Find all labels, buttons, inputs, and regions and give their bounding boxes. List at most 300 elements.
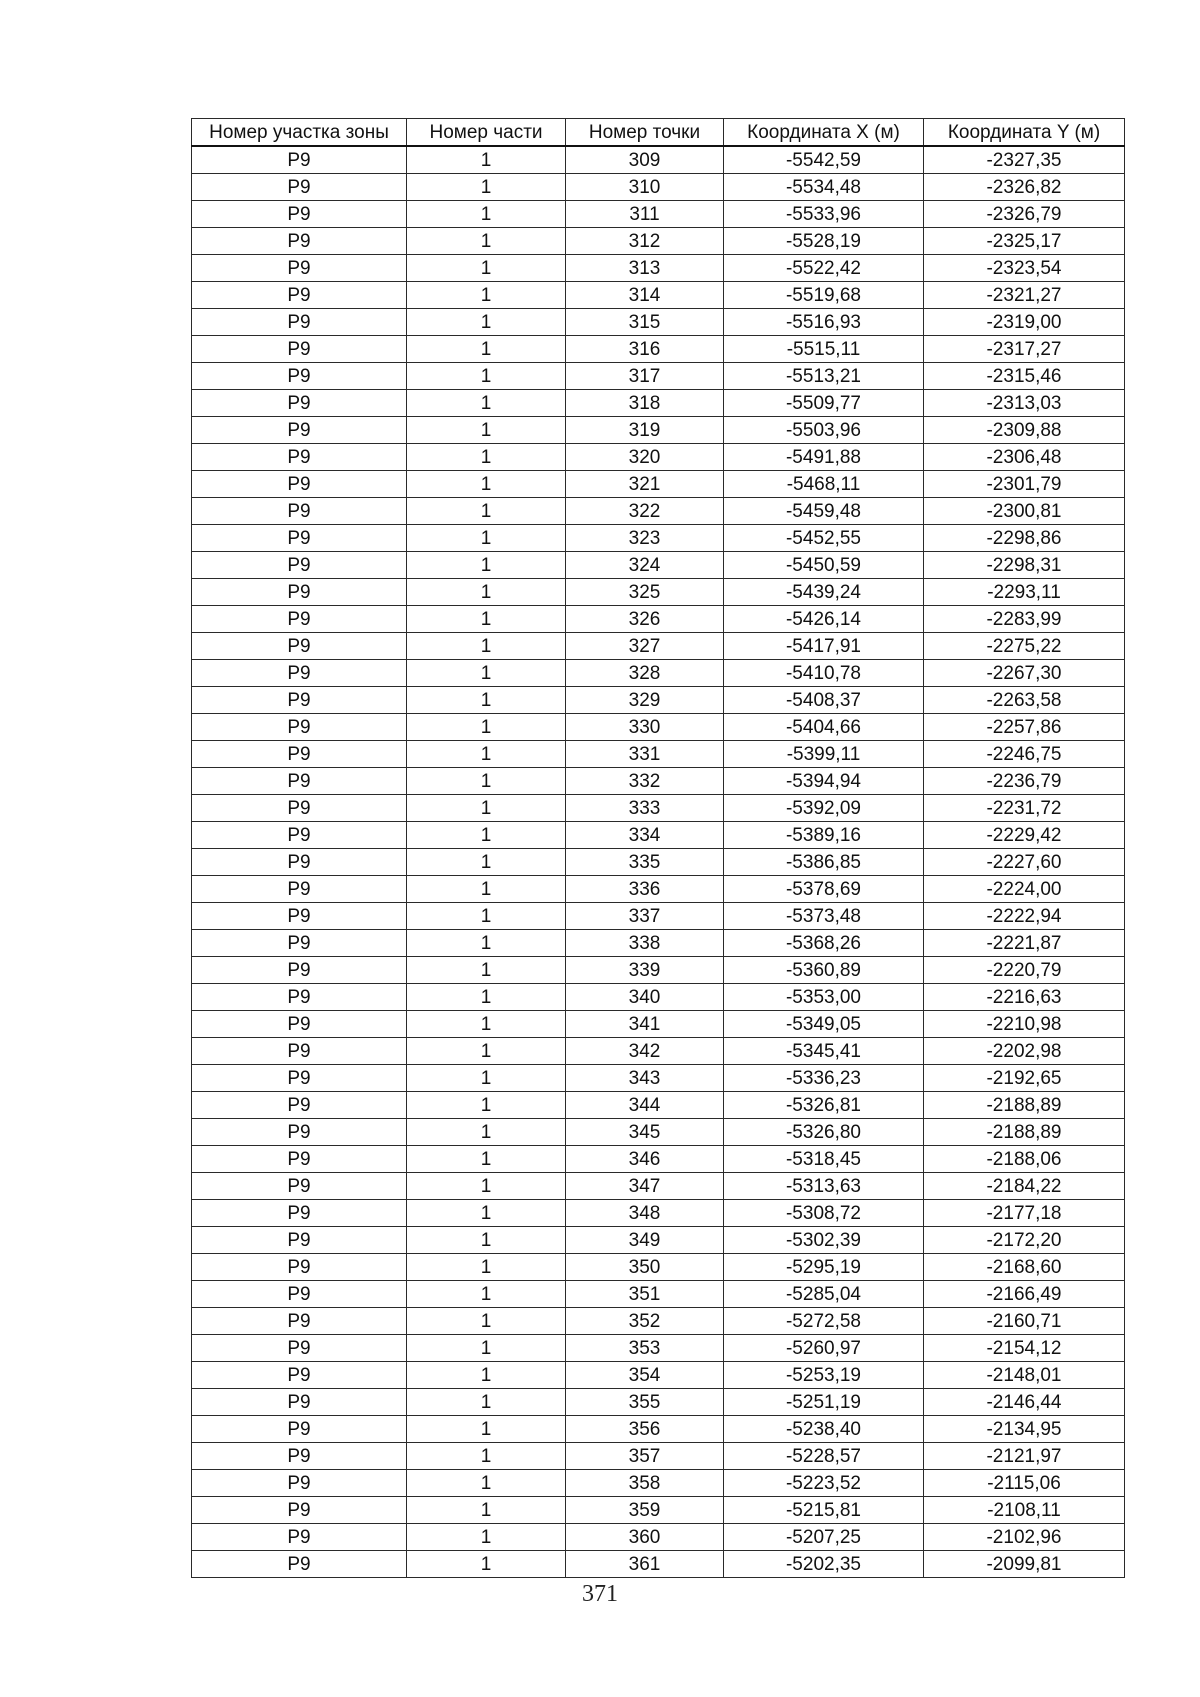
- cell-point-number: 360: [566, 1524, 724, 1551]
- cell-part-number: 1: [407, 984, 566, 1011]
- cell-coordinate-x: -5368,26: [724, 930, 924, 957]
- cell-point-number: 324: [566, 552, 724, 579]
- cell-zone-section: Р9: [192, 498, 407, 525]
- cell-coordinate-x: -5516,93: [724, 309, 924, 336]
- table-row: [192, 1173, 1125, 1200]
- cell-point-number: 346: [566, 1146, 724, 1173]
- cell-part-number: 1: [407, 1254, 566, 1281]
- cell-part-number: 1: [407, 1389, 566, 1416]
- cell-coordinate-y: -2257,86: [924, 714, 1125, 741]
- cell-coordinate-x: -5251,19: [724, 1389, 924, 1416]
- cell-zone-section: Р9: [192, 255, 407, 282]
- cell-coordinate-y: -2236,79: [924, 768, 1125, 795]
- table-row: [192, 903, 1125, 930]
- cell-point-number: 338: [566, 930, 724, 957]
- cell-zone-section: Р9: [192, 1011, 407, 1038]
- cell-coordinate-x: -5313,63: [724, 1173, 924, 1200]
- cell-point-number: 356: [566, 1416, 724, 1443]
- cell-point-number: 343: [566, 1065, 724, 1092]
- cell-coordinate-y: -2099,81: [924, 1551, 1125, 1578]
- table-row: [192, 255, 1125, 282]
- cell-zone-section: Р9: [192, 1362, 407, 1389]
- cell-part-number: 1: [407, 633, 566, 660]
- cell-coordinate-y: -2309,88: [924, 417, 1125, 444]
- cell-coordinate-y: -2317,27: [924, 336, 1125, 363]
- cell-part-number: 1: [407, 201, 566, 228]
- cell-coordinate-y: -2326,79: [924, 201, 1125, 228]
- cell-part-number: 1: [407, 849, 566, 876]
- cell-coordinate-y: -2188,89: [924, 1092, 1125, 1119]
- cell-coordinate-y: -2166,49: [924, 1281, 1125, 1308]
- cell-coordinate-x: -5353,00: [724, 984, 924, 1011]
- cell-coordinate-x: -5215,81: [724, 1497, 924, 1524]
- cell-coordinate-y: -2298,86: [924, 525, 1125, 552]
- cell-coordinate-x: -5228,57: [724, 1443, 924, 1470]
- cell-point-number: 313: [566, 255, 724, 282]
- cell-coordinate-y: -2134,95: [924, 1416, 1125, 1443]
- table-row: [192, 390, 1125, 417]
- cell-part-number: 1: [407, 471, 566, 498]
- cell-part-number: 1: [407, 1173, 566, 1200]
- table-row: [192, 525, 1125, 552]
- cell-coordinate-x: -5426,14: [724, 606, 924, 633]
- cell-point-number: 353: [566, 1335, 724, 1362]
- cell-coordinate-x: -5326,81: [724, 1092, 924, 1119]
- cell-zone-section: Р9: [192, 1335, 407, 1362]
- cell-zone-section: Р9: [192, 930, 407, 957]
- cell-point-number: 318: [566, 390, 724, 417]
- cell-zone-section: Р9: [192, 1416, 407, 1443]
- cell-zone-section: Р9: [192, 146, 407, 174]
- cell-zone-section: Р9: [192, 903, 407, 930]
- cell-coordinate-x: -5389,16: [724, 822, 924, 849]
- cell-zone-section: Р9: [192, 795, 407, 822]
- cell-part-number: 1: [407, 1524, 566, 1551]
- table-row: [192, 1011, 1125, 1038]
- cell-point-number: 359: [566, 1497, 724, 1524]
- cell-coordinate-y: -2202,98: [924, 1038, 1125, 1065]
- table-row: [192, 1092, 1125, 1119]
- header-row: [192, 119, 1125, 147]
- cell-coordinate-x: -5509,77: [724, 390, 924, 417]
- page-number: 371: [582, 1581, 618, 1607]
- cell-point-number: 347: [566, 1173, 724, 1200]
- cell-coordinate-x: -5386,85: [724, 849, 924, 876]
- cell-coordinate-x: -5417,91: [724, 633, 924, 660]
- cell-coordinate-x: -5513,21: [724, 363, 924, 390]
- cell-coordinate-x: -5308,72: [724, 1200, 924, 1227]
- cell-coordinate-x: -5326,80: [724, 1119, 924, 1146]
- cell-coordinate-x: -5452,55: [724, 525, 924, 552]
- table-row: [192, 1443, 1125, 1470]
- cell-zone-section: Р9: [192, 525, 407, 552]
- cell-zone-section: Р9: [192, 984, 407, 1011]
- table-row: [192, 1335, 1125, 1362]
- table-row: [192, 1308, 1125, 1335]
- cell-coordinate-y: -2323,54: [924, 255, 1125, 282]
- cell-coordinate-x: -5528,19: [724, 228, 924, 255]
- cell-zone-section: Р9: [192, 390, 407, 417]
- cell-part-number: 1: [407, 714, 566, 741]
- cell-point-number: 349: [566, 1227, 724, 1254]
- cell-coordinate-y: -2177,18: [924, 1200, 1125, 1227]
- cell-coordinate-y: -2315,46: [924, 363, 1125, 390]
- table-row: [192, 876, 1125, 903]
- cell-zone-section: Р9: [192, 1038, 407, 1065]
- cell-coordinate-y: -2121,97: [924, 1443, 1125, 1470]
- cell-zone-section: Р9: [192, 1227, 407, 1254]
- cell-point-number: 323: [566, 525, 724, 552]
- cell-point-number: 326: [566, 606, 724, 633]
- cell-zone-section: Р9: [192, 660, 407, 687]
- cell-part-number: 1: [407, 1146, 566, 1173]
- cell-zone-section: Р9: [192, 768, 407, 795]
- cell-coordinate-x: -5534,48: [724, 174, 924, 201]
- cell-point-number: 333: [566, 795, 724, 822]
- cell-point-number: 311: [566, 201, 724, 228]
- table-row: [192, 444, 1125, 471]
- cell-coordinate-x: -5202,35: [724, 1551, 924, 1578]
- cell-coordinate-x: -5318,45: [724, 1146, 924, 1173]
- cell-coordinate-x: -5394,94: [724, 768, 924, 795]
- cell-coordinate-y: -2326,82: [924, 174, 1125, 201]
- cell-point-number: 361: [566, 1551, 724, 1578]
- cell-part-number: 1: [407, 1065, 566, 1092]
- table-row: [192, 228, 1125, 255]
- cell-point-number: 342: [566, 1038, 724, 1065]
- cell-coordinate-x: -5285,04: [724, 1281, 924, 1308]
- cell-part-number: 1: [407, 579, 566, 606]
- table-row: [192, 795, 1125, 822]
- cell-point-number: 357: [566, 1443, 724, 1470]
- cell-coordinate-y: -2210,98: [924, 1011, 1125, 1038]
- cell-zone-section: Р9: [192, 1308, 407, 1335]
- cell-coordinate-y: -2188,89: [924, 1119, 1125, 1146]
- table-row: [192, 768, 1125, 795]
- table-row: [192, 1227, 1125, 1254]
- cell-coordinate-x: -5533,96: [724, 201, 924, 228]
- cell-part-number: 1: [407, 1038, 566, 1065]
- cell-coordinate-y: -2283,99: [924, 606, 1125, 633]
- cell-part-number: 1: [407, 1362, 566, 1389]
- cell-coordinate-y: -2263,58: [924, 687, 1125, 714]
- cell-part-number: 1: [407, 498, 566, 525]
- cell-coordinate-y: -2184,22: [924, 1173, 1125, 1200]
- cell-point-number: 345: [566, 1119, 724, 1146]
- table-row: [192, 174, 1125, 201]
- table-row: [192, 146, 1125, 174]
- cell-point-number: 327: [566, 633, 724, 660]
- cell-zone-section: Р9: [192, 1173, 407, 1200]
- cell-part-number: 1: [407, 876, 566, 903]
- table-body: [192, 146, 1125, 1578]
- cell-coordinate-x: -5399,11: [724, 741, 924, 768]
- cell-coordinate-x: -5410,78: [724, 660, 924, 687]
- cell-part-number: 1: [407, 741, 566, 768]
- cell-part-number: 1: [407, 282, 566, 309]
- cell-part-number: 1: [407, 417, 566, 444]
- header-coordinate-y: Координата Y (м): [924, 119, 1125, 147]
- cell-coordinate-x: -5207,25: [724, 1524, 924, 1551]
- cell-part-number: 1: [407, 174, 566, 201]
- cell-part-number: 1: [407, 1551, 566, 1578]
- table-row: [192, 930, 1125, 957]
- cell-zone-section: Р9: [192, 336, 407, 363]
- cell-part-number: 1: [407, 1308, 566, 1335]
- cell-coordinate-y: -2172,20: [924, 1227, 1125, 1254]
- cell-part-number: 1: [407, 1470, 566, 1497]
- cell-point-number: 316: [566, 336, 724, 363]
- cell-zone-section: Р9: [192, 444, 407, 471]
- cell-zone-section: Р9: [192, 201, 407, 228]
- table-row: [192, 984, 1125, 1011]
- cell-part-number: 1: [407, 822, 566, 849]
- cell-zone-section: Р9: [192, 633, 407, 660]
- cell-zone-section: Р9: [192, 309, 407, 336]
- table-row: [192, 1362, 1125, 1389]
- table-row: [192, 309, 1125, 336]
- cell-part-number: 1: [407, 1443, 566, 1470]
- cell-zone-section: Р9: [192, 417, 407, 444]
- table-row: [192, 1551, 1125, 1578]
- cell-part-number: 1: [407, 146, 566, 174]
- cell-coordinate-x: -5260,97: [724, 1335, 924, 1362]
- cell-point-number: 344: [566, 1092, 724, 1119]
- table-row: [192, 1389, 1125, 1416]
- cell-part-number: 1: [407, 390, 566, 417]
- table-row: [192, 1038, 1125, 1065]
- cell-part-number: 1: [407, 1281, 566, 1308]
- table-row: [192, 552, 1125, 579]
- table-row: [192, 1065, 1125, 1092]
- cell-point-number: 337: [566, 903, 724, 930]
- header-point-number: Номер точки: [566, 119, 724, 147]
- cell-coordinate-x: -5378,69: [724, 876, 924, 903]
- table-row: [192, 957, 1125, 984]
- cell-coordinate-y: -2154,12: [924, 1335, 1125, 1362]
- cell-coordinate-y: -2168,60: [924, 1254, 1125, 1281]
- cell-coordinate-y: -2267,30: [924, 660, 1125, 687]
- cell-coordinate-y: -2298,31: [924, 552, 1125, 579]
- cell-point-number: 321: [566, 471, 724, 498]
- cell-coordinate-y: -2227,60: [924, 849, 1125, 876]
- cell-point-number: 354: [566, 1362, 724, 1389]
- cell-part-number: 1: [407, 255, 566, 282]
- cell-coordinate-y: -2148,01: [924, 1362, 1125, 1389]
- cell-coordinate-y: -2188,06: [924, 1146, 1125, 1173]
- table-row: [192, 822, 1125, 849]
- cell-part-number: 1: [407, 930, 566, 957]
- cell-coordinate-x: -5336,23: [724, 1065, 924, 1092]
- cell-coordinate-y: -2115,06: [924, 1470, 1125, 1497]
- cell-point-number: 309: [566, 146, 724, 174]
- cell-zone-section: Р9: [192, 579, 407, 606]
- cell-point-number: 317: [566, 363, 724, 390]
- cell-point-number: 319: [566, 417, 724, 444]
- cell-coordinate-y: -2102,96: [924, 1524, 1125, 1551]
- cell-coordinate-y: -2321,27: [924, 282, 1125, 309]
- cell-coordinate-x: -5253,19: [724, 1362, 924, 1389]
- cell-coordinate-y: -2301,79: [924, 471, 1125, 498]
- table-row: [192, 1119, 1125, 1146]
- cell-coordinate-y: -2220,79: [924, 957, 1125, 984]
- cell-part-number: 1: [407, 363, 566, 390]
- cell-coordinate-y: -2327,35: [924, 146, 1125, 174]
- cell-zone-section: Р9: [192, 1551, 407, 1578]
- cell-coordinate-y: -2275,22: [924, 633, 1125, 660]
- cell-coordinate-y: -2192,65: [924, 1065, 1125, 1092]
- cell-point-number: 310: [566, 174, 724, 201]
- cell-point-number: 355: [566, 1389, 724, 1416]
- cell-zone-section: Р9: [192, 1470, 407, 1497]
- cell-zone-section: Р9: [192, 822, 407, 849]
- cell-zone-section: Р9: [192, 1497, 407, 1524]
- cell-coordinate-x: -5491,88: [724, 444, 924, 471]
- cell-coordinate-y: -2313,03: [924, 390, 1125, 417]
- table-row: [192, 1146, 1125, 1173]
- cell-point-number: 322: [566, 498, 724, 525]
- cell-part-number: 1: [407, 1497, 566, 1524]
- cell-zone-section: Р9: [192, 1281, 407, 1308]
- cell-part-number: 1: [407, 957, 566, 984]
- table-row: [192, 1416, 1125, 1443]
- cell-zone-section: Р9: [192, 471, 407, 498]
- cell-point-number: 320: [566, 444, 724, 471]
- cell-zone-section: Р9: [192, 714, 407, 741]
- cell-zone-section: Р9: [192, 741, 407, 768]
- table-row: [192, 849, 1125, 876]
- cell-coordinate-y: -2319,00: [924, 309, 1125, 336]
- cell-zone-section: Р9: [192, 957, 407, 984]
- cell-coordinate-x: -5515,11: [724, 336, 924, 363]
- table-row: [192, 471, 1125, 498]
- cell-part-number: 1: [407, 606, 566, 633]
- cell-part-number: 1: [407, 1335, 566, 1362]
- cell-zone-section: Р9: [192, 876, 407, 903]
- table-row: [192, 1281, 1125, 1308]
- cell-part-number: 1: [407, 687, 566, 714]
- cell-zone-section: Р9: [192, 1443, 407, 1470]
- cell-point-number: 315: [566, 309, 724, 336]
- cell-coordinate-x: -5302,39: [724, 1227, 924, 1254]
- cell-coordinate-y: -2224,00: [924, 876, 1125, 903]
- table-row: [192, 282, 1125, 309]
- cell-part-number: 1: [407, 309, 566, 336]
- cell-point-number: 329: [566, 687, 724, 714]
- table-header: [192, 119, 1125, 147]
- cell-point-number: 325: [566, 579, 724, 606]
- cell-part-number: 1: [407, 768, 566, 795]
- cell-point-number: 341: [566, 1011, 724, 1038]
- cell-zone-section: Р9: [192, 606, 407, 633]
- cell-point-number: 348: [566, 1200, 724, 1227]
- cell-coordinate-y: -2306,48: [924, 444, 1125, 471]
- cell-point-number: 350: [566, 1254, 724, 1281]
- table-row: [192, 579, 1125, 606]
- cell-zone-section: Р9: [192, 174, 407, 201]
- table-row: [192, 741, 1125, 768]
- cell-coordinate-y: -2216,63: [924, 984, 1125, 1011]
- coordinates-table: [191, 118, 1125, 1578]
- cell-zone-section: Р9: [192, 1119, 407, 1146]
- header-zone-section: Номер участка зоны: [192, 119, 407, 147]
- cell-zone-section: Р9: [192, 1524, 407, 1551]
- cell-coordinate-x: -5468,11: [724, 471, 924, 498]
- cell-coordinate-y: -2108,11: [924, 1497, 1125, 1524]
- cell-coordinate-y: -2300,81: [924, 498, 1125, 525]
- cell-part-number: 1: [407, 1092, 566, 1119]
- cell-zone-section: Р9: [192, 1389, 407, 1416]
- cell-zone-section: Р9: [192, 849, 407, 876]
- table-row: [192, 606, 1125, 633]
- cell-part-number: 1: [407, 228, 566, 255]
- cell-coordinate-x: -5295,19: [724, 1254, 924, 1281]
- cell-zone-section: Р9: [192, 1092, 407, 1119]
- cell-coordinate-x: -5404,66: [724, 714, 924, 741]
- cell-coordinate-x: -5223,52: [724, 1470, 924, 1497]
- cell-coordinate-x: -5519,68: [724, 282, 924, 309]
- header-coordinate-x: Координата X (м): [724, 119, 924, 147]
- cell-zone-section: Р9: [192, 1146, 407, 1173]
- cell-coordinate-y: -2160,71: [924, 1308, 1125, 1335]
- cell-coordinate-x: -5450,59: [724, 552, 924, 579]
- cell-point-number: 339: [566, 957, 724, 984]
- cell-coordinate-x: -5373,48: [724, 903, 924, 930]
- cell-point-number: 335: [566, 849, 724, 876]
- cell-coordinate-x: -5542,59: [724, 146, 924, 174]
- cell-part-number: 1: [407, 1416, 566, 1443]
- cell-part-number: 1: [407, 1119, 566, 1146]
- cell-zone-section: Р9: [192, 228, 407, 255]
- cell-point-number: 351: [566, 1281, 724, 1308]
- table-row: [192, 1497, 1125, 1524]
- cell-part-number: 1: [407, 336, 566, 363]
- table-row: [192, 336, 1125, 363]
- cell-point-number: 340: [566, 984, 724, 1011]
- cell-part-number: 1: [407, 1011, 566, 1038]
- cell-coordinate-x: -5522,42: [724, 255, 924, 282]
- cell-coordinate-x: -5360,89: [724, 957, 924, 984]
- cell-coordinate-y: -2222,94: [924, 903, 1125, 930]
- cell-part-number: 1: [407, 903, 566, 930]
- cell-part-number: 1: [407, 660, 566, 687]
- cell-part-number: 1: [407, 525, 566, 552]
- cell-point-number: 314: [566, 282, 724, 309]
- cell-point-number: 328: [566, 660, 724, 687]
- cell-part-number: 1: [407, 1200, 566, 1227]
- cell-coordinate-x: -5439,24: [724, 579, 924, 606]
- cell-coordinate-x: -5345,41: [724, 1038, 924, 1065]
- cell-coordinate-x: -5459,48: [724, 498, 924, 525]
- cell-point-number: 352: [566, 1308, 724, 1335]
- table-row: [192, 1524, 1125, 1551]
- cell-coordinate-y: -2293,11: [924, 579, 1125, 606]
- cell-point-number: 332: [566, 768, 724, 795]
- table-row: [192, 498, 1125, 525]
- cell-zone-section: Р9: [192, 687, 407, 714]
- cell-point-number: 358: [566, 1470, 724, 1497]
- cell-point-number: 330: [566, 714, 724, 741]
- cell-part-number: 1: [407, 795, 566, 822]
- table-row: [192, 1470, 1125, 1497]
- cell-part-number: 1: [407, 552, 566, 579]
- cell-point-number: 334: [566, 822, 724, 849]
- cell-coordinate-x: -5238,40: [724, 1416, 924, 1443]
- cell-coordinate-x: -5272,58: [724, 1308, 924, 1335]
- cell-coordinate-y: -2229,42: [924, 822, 1125, 849]
- table-row: [192, 660, 1125, 687]
- cell-point-number: 331: [566, 741, 724, 768]
